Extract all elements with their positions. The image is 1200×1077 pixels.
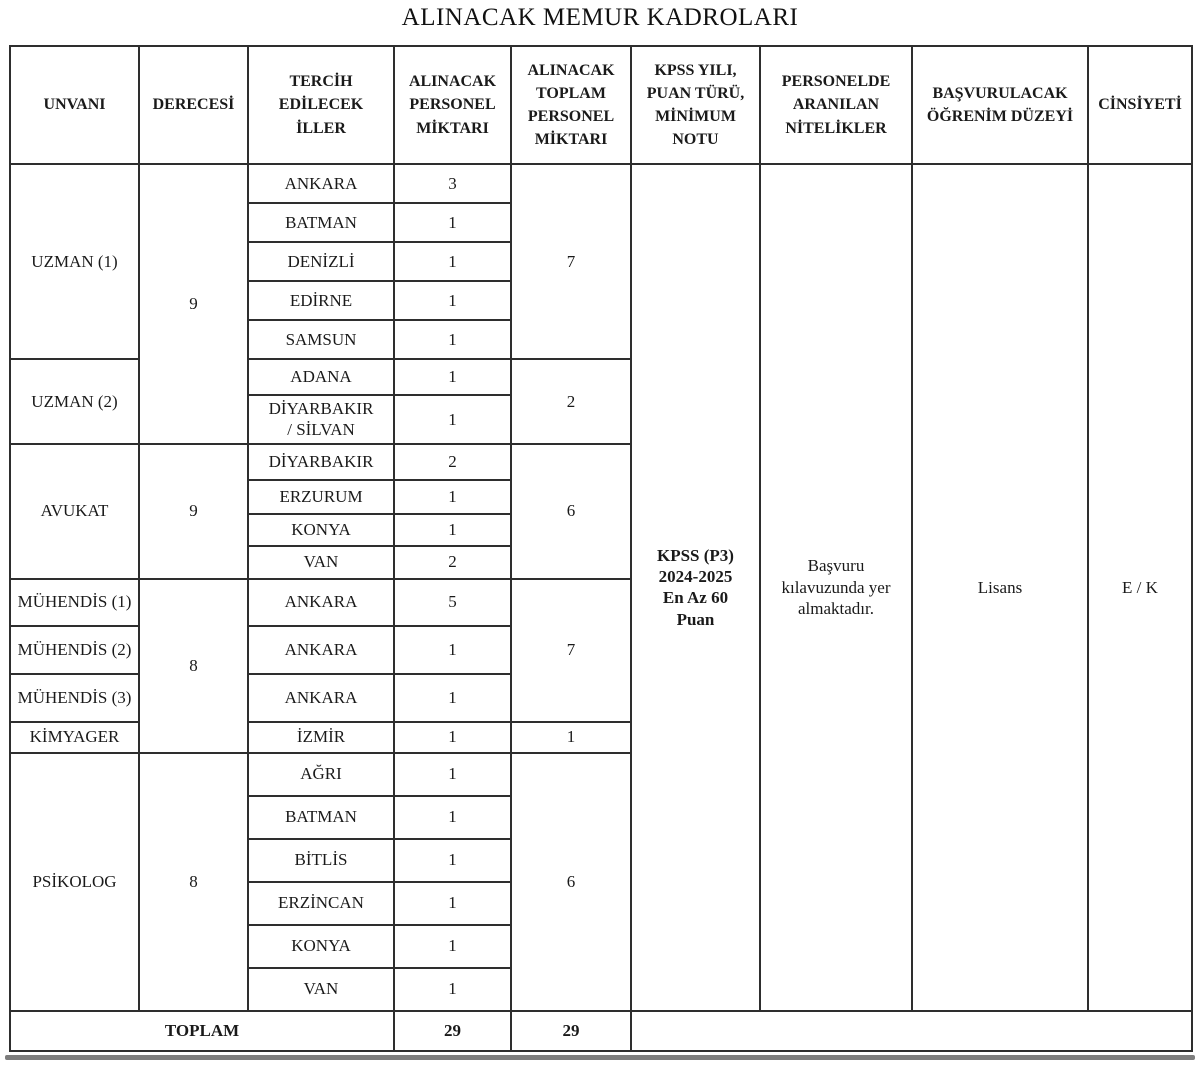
count-cell: 1 <box>394 203 511 242</box>
derece-cell-avukat: 9 <box>139 444 248 579</box>
province-cell: ADANA <box>248 359 394 395</box>
education-level-cell: Lisans <box>912 164 1088 1011</box>
province-cell: KONYA <box>248 514 394 546</box>
kpss-line: Puan <box>676 609 715 629</box>
count-cell: 1 <box>394 839 511 882</box>
total-toplam-count: 29 <box>511 1011 631 1051</box>
province-cell: BATMAN <box>248 796 394 839</box>
column-header-toplam-personel: ALINACAK TOPLAM PERSONEL MİKTARI <box>511 46 631 164</box>
group-total-cell-muhendis: 7 <box>511 579 631 722</box>
group-total-cell-avukat: 6 <box>511 444 631 579</box>
unvan-cell-psikolog: PSİKOLOG <box>10 753 139 1011</box>
count-cell: 1 <box>394 320 511 359</box>
column-header-ogrenim-duzeyi: BAŞVURULACAK ÖĞRENİM DÜZEYİ <box>912 46 1088 164</box>
group-total-cell-uzman2: 2 <box>511 359 631 444</box>
province-line: DİYARBAKIR <box>268 399 374 418</box>
kpss-line: 2024-2025 <box>658 567 733 586</box>
column-header-cinsiyeti: CİNSİYETİ <box>1088 46 1192 164</box>
province-cell: ANKARA <box>248 579 394 626</box>
column-header-unvani: UNVANI <box>10 46 139 164</box>
unvan-cell-muhendis1: MÜHENDİS (1) <box>10 579 139 626</box>
count-cell: 5 <box>394 579 511 626</box>
province-cell: VAN <box>248 968 394 1011</box>
recruitment-table <box>9 45 1193 1052</box>
count-cell: 1 <box>394 882 511 925</box>
group-total-cell-uzman1: 7 <box>511 164 631 359</box>
province-cell: BATMAN <box>248 203 394 242</box>
derece-cell-muhendis-kimyager: 8 <box>139 579 248 753</box>
gender-cell: E / K <box>1088 164 1192 1011</box>
count-cell: 1 <box>394 242 511 281</box>
province-cell: SAMSUN <box>248 320 394 359</box>
page-title: ALINACAK MEMUR KADROLARI <box>401 4 799 31</box>
count-cell: 1 <box>394 480 511 514</box>
unvan-cell-muhendis2: MÜHENDİS (2) <box>10 626 139 674</box>
province-cell: DENİZLİ <box>248 242 394 281</box>
derece-cell-psikolog: 8 <box>139 753 248 1011</box>
kpss-line: En Az 60 <box>662 588 729 608</box>
unvan-cell-muhendis3: MÜHENDİS (3) <box>10 674 139 722</box>
count-cell: 1 <box>394 722 511 753</box>
unvan-cell-kimyager: KİMYAGER <box>10 722 139 753</box>
province-cell: ANKARA <box>248 674 394 722</box>
province-cell <box>248 395 394 444</box>
group-total-cell-psikolog: 6 <box>511 753 631 1011</box>
province-line: / SİLVAN <box>287 420 355 440</box>
province-cell: ANKARA <box>248 626 394 674</box>
province-cell: KONYA <box>248 925 394 968</box>
province-cell: BİTLİS <box>248 839 394 882</box>
province-cell: İZMİR <box>248 722 394 753</box>
count-cell: 1 <box>394 796 511 839</box>
total-row-empty-cell <box>631 1011 1192 1051</box>
count-cell: 3 <box>394 164 511 203</box>
derece-cell-uzman: 9 <box>139 164 248 444</box>
count-cell: 1 <box>394 626 511 674</box>
column-header-personel-miktari: ALINACAK PERSONEL MİKTARI <box>394 46 511 164</box>
count-cell: 1 <box>394 674 511 722</box>
total-row-label: TOPLAM <box>10 1011 394 1051</box>
column-header-derecesi: DERECESİ <box>139 46 248 164</box>
province-cell: ANKARA <box>248 164 394 203</box>
header-row <box>10 46 1192 164</box>
province-cell: VAN <box>248 546 394 579</box>
count-cell: 2 <box>394 546 511 579</box>
unvan-cell-uzman1: UZMAN (1) <box>10 164 139 359</box>
table-row <box>10 164 1192 203</box>
column-header-kpss: KPSS YILI, PUAN TÜRÜ, MİNİMUM NOTU <box>631 46 760 164</box>
column-header-tercih-iller: TERCİH EDİLECEK İLLER <box>248 46 394 164</box>
unvan-cell-avukat: AVUKAT <box>10 444 139 579</box>
count-cell: 1 <box>394 359 511 395</box>
count-cell: 1 <box>394 968 511 1011</box>
qualifications-cell: Başvuru kılavuzunda yer almaktadır. <box>760 164 912 1011</box>
province-cell: DİYARBAKIR <box>248 444 394 480</box>
count-cell: 1 <box>394 514 511 546</box>
province-cell: EDİRNE <box>248 281 394 320</box>
kpss-line: KPSS (P3) <box>657 545 734 565</box>
group-total-cell-kimyager: 1 <box>511 722 631 753</box>
count-cell: 2 <box>394 444 511 480</box>
province-cell: ERZURUM <box>248 480 394 514</box>
province-cell: ERZİNCAN <box>248 882 394 925</box>
province-cell: AĞRI <box>248 753 394 796</box>
column-header-nitelikler: PERSONELDE ARANILAN NİTELİKLER <box>760 46 912 164</box>
total-personel-count: 29 <box>394 1011 511 1051</box>
count-cell: 1 <box>394 753 511 796</box>
table-bottom-border-bar <box>5 1055 1195 1060</box>
count-cell: 1 <box>394 395 511 444</box>
kpss-requirement-cell <box>631 164 760 1011</box>
count-cell: 1 <box>394 925 511 968</box>
total-row <box>10 1011 1192 1051</box>
count-cell: 1 <box>394 281 511 320</box>
unvan-cell-uzman2: UZMAN (2) <box>10 359 139 444</box>
